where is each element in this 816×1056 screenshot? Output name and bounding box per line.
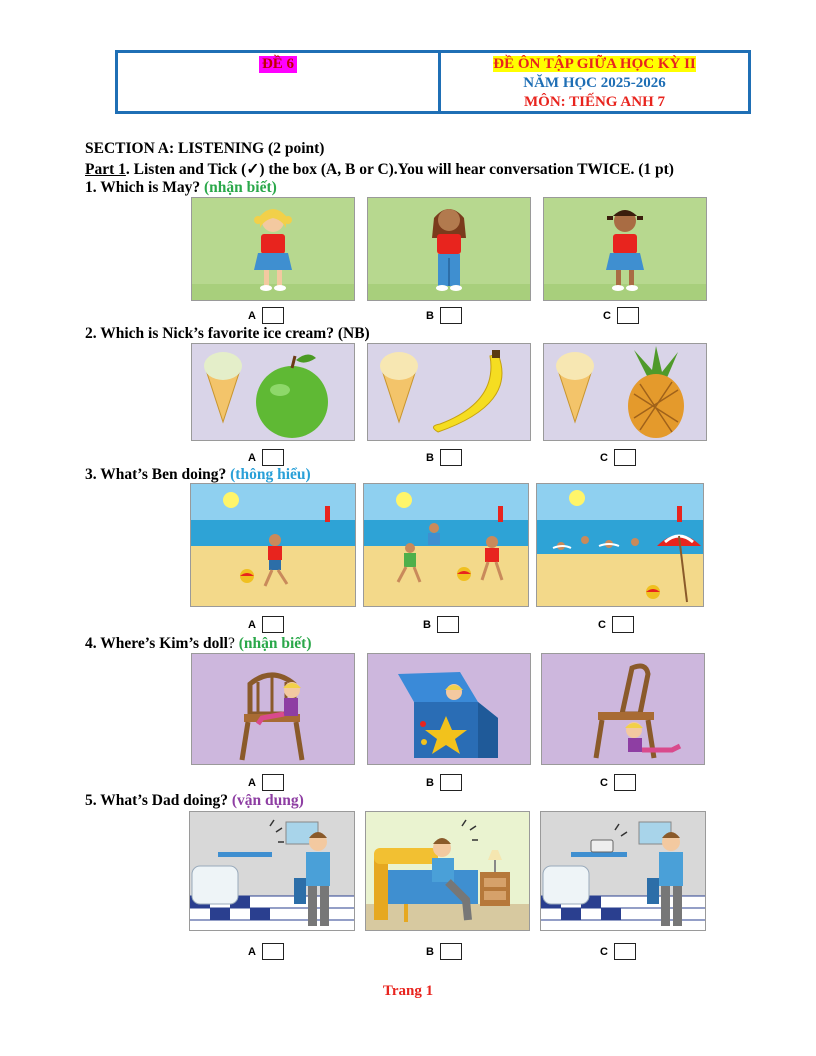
q2-option-a-label: A: [248, 451, 256, 464]
q1-option-c[interactable]: [603, 307, 639, 324]
q1-picture-a: [191, 197, 355, 301]
question-4-text: 4. Where’s Kim’s doll: [85, 635, 228, 652]
q1-option-a[interactable]: [248, 307, 284, 324]
q4-option-c[interactable]: [600, 774, 636, 791]
part1-instruction: [85, 160, 674, 179]
question-3-level: (thông hiểu): [230, 466, 311, 483]
q4-picture-b: [367, 653, 531, 765]
q3-option-c[interactable]: [598, 616, 634, 633]
section-title: SECTION A: LISTENING (2 point): [85, 140, 325, 157]
q2-option-a[interactable]: [248, 449, 284, 466]
q1-option-b-label: B: [426, 309, 434, 322]
q3-option-a-label: A: [248, 618, 256, 631]
q4-picture-a: [191, 653, 355, 765]
header-left: [118, 53, 441, 111]
part1-label: Part 1: [85, 161, 126, 178]
question-1: [85, 179, 277, 197]
question-2-text: 2. Which is Nick’s favorite ice cream?: [85, 325, 338, 342]
q2-option-c[interactable]: [600, 449, 636, 466]
q5-option-b[interactable]: [426, 943, 462, 960]
question-3-text: 3. What’s Ben doing?: [85, 466, 231, 483]
q2-option-b-label: B: [426, 451, 434, 464]
q5-checkbox-c[interactable]: [614, 943, 636, 960]
q3-option-a[interactable]: [248, 616, 284, 633]
q4-option-b-label: B: [426, 776, 434, 789]
q1-picture-b: [367, 197, 531, 301]
q2-picture-c: [543, 343, 707, 441]
q1-checkbox-c[interactable]: [617, 307, 639, 324]
q1-option-a-label: A: [248, 309, 256, 322]
question-4-level: (nhận biết): [238, 635, 312, 652]
q4-option-a[interactable]: [248, 774, 284, 791]
question-5-level: (vận dụng): [231, 792, 304, 809]
question-1-text: 1. Which is May?: [85, 179, 204, 196]
q4-picture-c: [541, 653, 705, 765]
q1-option-c-label: C: [603, 309, 611, 322]
q2-checkbox-c[interactable]: [614, 449, 636, 466]
q5-option-a-label: A: [248, 945, 256, 958]
question-1-level: (nhận biết): [204, 179, 277, 196]
q5-option-c[interactable]: [600, 943, 636, 960]
q2-picture-b: [367, 343, 531, 441]
q5-picture-a: [189, 811, 355, 931]
q1-picture-c: [543, 197, 707, 301]
q2-option-c-label: C: [600, 451, 608, 464]
page-number: Trang 1: [382, 983, 434, 999]
question-2: [85, 325, 370, 343]
q5-checkbox-b[interactable]: [440, 943, 462, 960]
question-4: [85, 635, 312, 653]
q4-option-b[interactable]: [426, 774, 462, 791]
q5-option-b-label: B: [426, 945, 434, 958]
q4-option-c-label: C: [600, 776, 608, 789]
subject: MÔN: TIẾNG ANH 7: [524, 94, 665, 110]
q2-picture-a: [191, 343, 355, 441]
q2-option-b[interactable]: [426, 449, 462, 466]
q4-option-a-label: A: [248, 776, 256, 789]
q5-option-a[interactable]: [248, 943, 284, 960]
part1-text: . Listen and Tick (✓) the box (A, B or C).You will hear conversation TWICE. (1 pt): [125, 161, 674, 178]
q5-picture-c: [540, 811, 706, 931]
q2-checkbox-a[interactable]: [262, 449, 284, 466]
question-3: [85, 466, 311, 484]
q3-checkbox-a[interactable]: [262, 616, 284, 633]
q3-picture-c: [536, 483, 704, 607]
q3-checkbox-b[interactable]: [437, 616, 459, 633]
question-5: [85, 792, 304, 810]
exam-title: ĐỀ ÔN TẬP GIỮA HỌC KỲ II: [493, 56, 696, 72]
q3-picture-b: [363, 483, 529, 607]
q4-checkbox-c[interactable]: [614, 774, 636, 791]
q2-checkbox-b[interactable]: [440, 449, 462, 466]
q4-checkbox-a[interactable]: [262, 774, 284, 791]
exam-tag: ĐỀ 6: [259, 56, 297, 73]
question-4-mark: ?: [227, 635, 239, 652]
q1-checkbox-b[interactable]: [440, 307, 462, 324]
q3-option-b-label: B: [423, 618, 431, 631]
q3-checkbox-c[interactable]: [612, 616, 634, 633]
header-box: [115, 50, 751, 114]
q5-checkbox-a[interactable]: [262, 943, 284, 960]
q1-checkbox-a[interactable]: [262, 307, 284, 324]
question-5-text: 5. What’s Dad doing?: [85, 792, 232, 809]
q3-option-c-label: C: [598, 618, 606, 631]
question-2-level: (NB): [337, 325, 370, 342]
q4-checkbox-b[interactable]: [440, 774, 462, 791]
q1-option-b[interactable]: [426, 307, 462, 324]
q3-option-b[interactable]: [423, 616, 459, 633]
q5-option-c-label: C: [600, 945, 608, 958]
q5-picture-b: [365, 811, 530, 931]
header-right: [441, 53, 748, 111]
school-year: NĂM HỌC 2025-2026: [523, 75, 666, 91]
q3-picture-a: [190, 483, 356, 607]
